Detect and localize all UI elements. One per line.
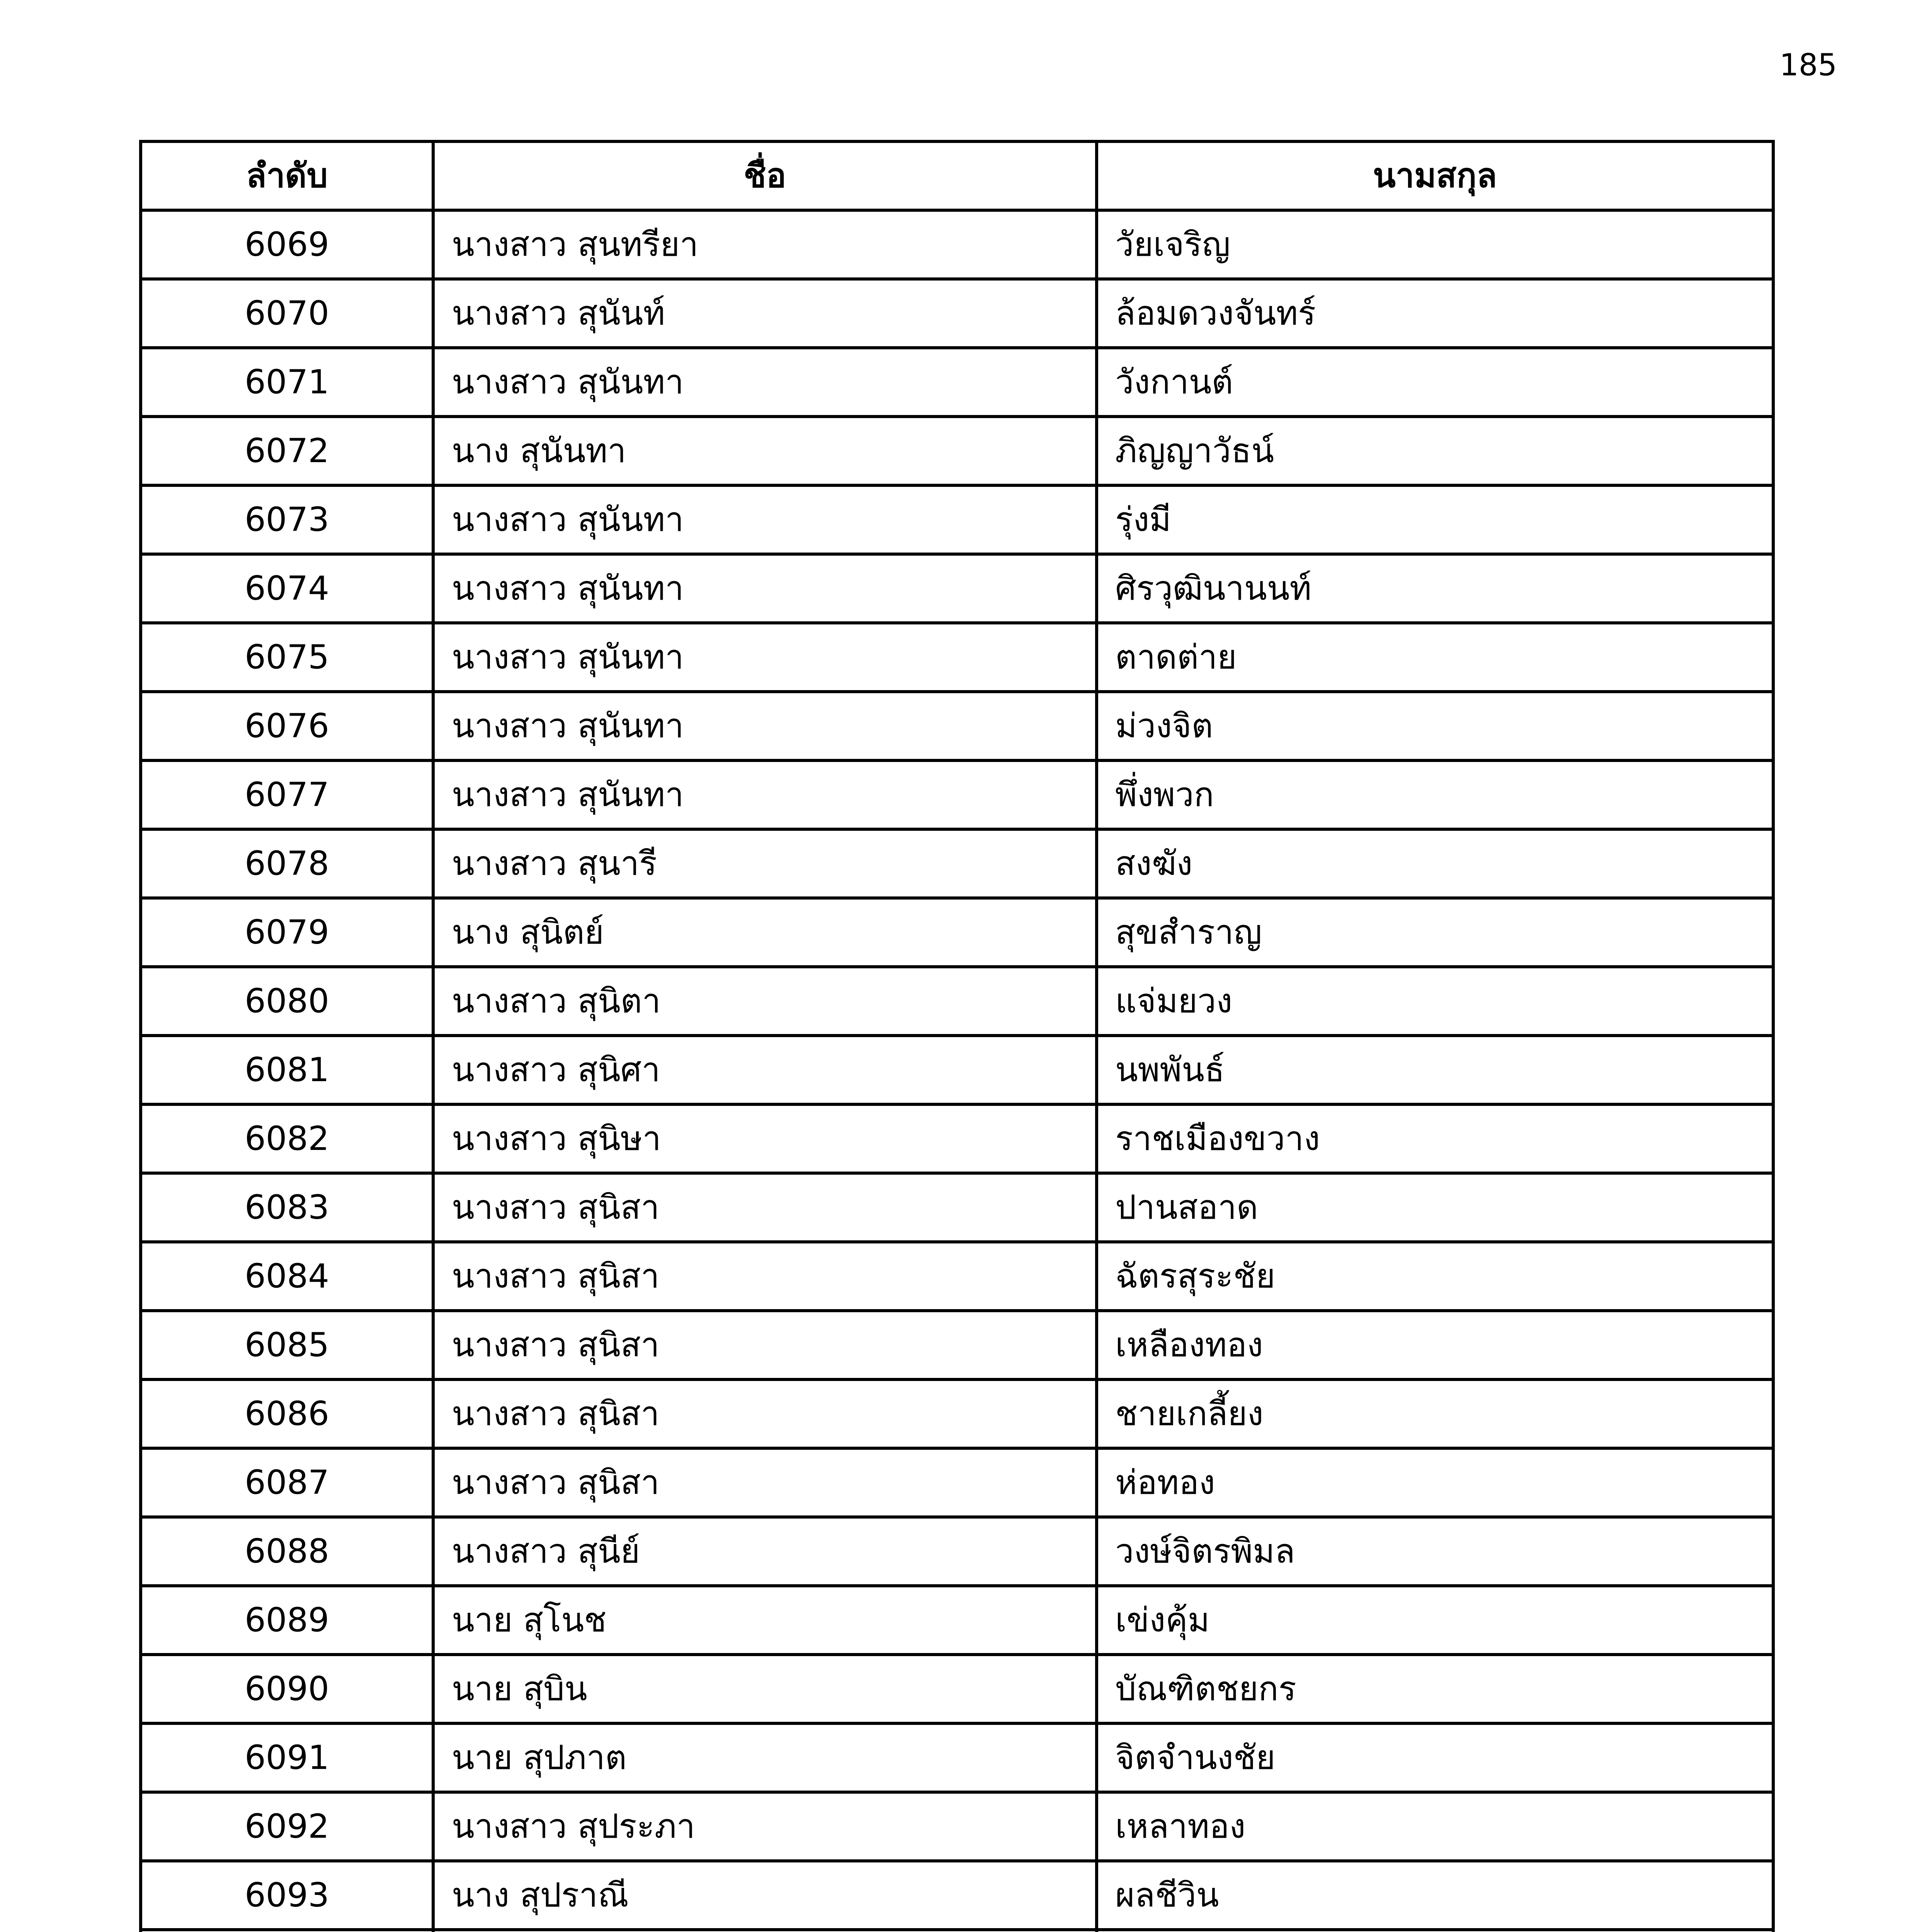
surname-cell: บัณฑิตชยกร	[1097, 1655, 1773, 1723]
sequence-cell: 6091	[141, 1723, 433, 1792]
sequence-cell: 6093	[141, 1861, 433, 1930]
table-row	[141, 1036, 1773, 1104]
page-number: 185	[1779, 48, 1837, 83]
first-name-cell: นาย สุปภาต	[433, 1723, 1097, 1792]
surname-cell: วังกานต์	[1097, 348, 1773, 417]
sequence-cell: 6075	[141, 623, 433, 692]
first-name-cell: นาง สุปราณี	[433, 1861, 1097, 1930]
first-name-cell: นางสาว สุนารี	[433, 829, 1097, 898]
sequence-cell: 6081	[141, 1036, 433, 1104]
surname-cell: ศิรวุฒินานนท์	[1097, 554, 1773, 623]
sequence-cell: 6088	[141, 1517, 433, 1586]
first-name-cell: นางสาว สุนันท์	[433, 279, 1097, 348]
roster-body	[141, 210, 1773, 1932]
sequence-cell	[141, 1930, 433, 1932]
table-row	[141, 898, 1773, 967]
surname-cell: ราชเมืองขวาง	[1097, 1104, 1773, 1173]
surname-cell: แจ่มยวง	[1097, 967, 1773, 1036]
sequence-cell: 6073	[141, 485, 433, 554]
table-row	[141, 417, 1773, 485]
surname-cell: เหลืองทอง	[1097, 1311, 1773, 1379]
table-row	[141, 1311, 1773, 1379]
first-name-cell: นางสาว สุนิสา	[433, 1448, 1097, 1517]
surname-cell: เข่งคุ้ม	[1097, 1586, 1773, 1655]
first-name-cell: นาย สุบิน	[433, 1655, 1097, 1723]
table-row	[141, 1517, 1773, 1586]
first-name-cell: นางสาว สุนิษา	[433, 1104, 1097, 1173]
surname-cell: ภิญญาวัธน์	[1097, 417, 1773, 485]
header-first-name: ชื่อ	[433, 141, 1097, 210]
first-name-cell: นางสาว สุนิสา	[433, 1311, 1097, 1379]
first-name-cell: นางสาว สุนันทา	[433, 760, 1097, 829]
surname-cell: ล้อมดวงจันทร์	[1097, 279, 1773, 348]
header-surname: นามสกุล	[1097, 141, 1773, 210]
surname-cell: ห่อทอง	[1097, 1448, 1773, 1517]
first-name-cell: นางสาว สุนันทา	[433, 692, 1097, 760]
first-name-cell: นางสาว สุนันทา	[433, 348, 1097, 417]
sequence-cell: 6090	[141, 1655, 433, 1723]
table-row	[141, 1723, 1773, 1792]
surname-cell: ฉัตรสุระชัย	[1097, 1242, 1773, 1311]
first-name-cell: นาย สุโนช	[433, 1586, 1097, 1655]
table-row	[141, 623, 1773, 692]
surname-cell: นพพันธ์	[1097, 1036, 1773, 1104]
table-row	[141, 1104, 1773, 1173]
table-row	[141, 485, 1773, 554]
first-name-cell: นางสาว สุนิตา	[433, 967, 1097, 1036]
table-row	[141, 1586, 1773, 1655]
table-row	[141, 1242, 1773, 1311]
first-name-cell: นางสาว สุนันทา	[433, 554, 1097, 623]
sequence-cell: 6074	[141, 554, 433, 623]
surname-cell: รุ่งมี	[1097, 485, 1773, 554]
sequence-cell: 6072	[141, 417, 433, 485]
first-name-cell: นางสาว สุนิสา	[433, 1242, 1097, 1311]
table-row	[141, 692, 1773, 760]
table-row	[141, 1655, 1773, 1723]
sequence-cell: 6077	[141, 760, 433, 829]
sequence-cell: 6082	[141, 1104, 433, 1173]
surname-cell: ม่วงจิต	[1097, 692, 1773, 760]
first-name-cell: นางสาว สุนิสา	[433, 1173, 1097, 1242]
surname-cell: พึ่งพวก	[1097, 760, 1773, 829]
table-row	[141, 829, 1773, 898]
surname-cell: ตาดต่าย	[1097, 623, 1773, 692]
sequence-cell: 6087	[141, 1448, 433, 1517]
sequence-cell: 6071	[141, 348, 433, 417]
first-name-cell: นางสาว สุนันทา	[433, 485, 1097, 554]
first-name-cell: นาง สุนิตย์	[433, 898, 1097, 967]
first-name-cell: นางสาว สุนิสา	[433, 1379, 1097, 1448]
sequence-cell: 6084	[141, 1242, 433, 1311]
surname-cell: สุขสำราญ	[1097, 898, 1773, 967]
first-name-cell: นางสาว สุนิศา	[433, 1036, 1097, 1104]
first-name-cell	[433, 1930, 1097, 1932]
sequence-cell: 6085	[141, 1311, 433, 1379]
roster-table	[139, 140, 1775, 1932]
table-row	[141, 210, 1773, 279]
first-name-cell: นาง สุนันทา	[433, 417, 1097, 485]
surname-cell: ผลชีวิน	[1097, 1861, 1773, 1930]
sequence-cell: 6086	[141, 1379, 433, 1448]
sequence-cell: 6092	[141, 1792, 433, 1861]
table-row	[141, 1448, 1773, 1517]
surname-cell: สงฆัง	[1097, 829, 1773, 898]
surname-cell: ปานสอาด	[1097, 1173, 1773, 1242]
table-row	[141, 760, 1773, 829]
sequence-cell: 6079	[141, 898, 433, 967]
table-row	[141, 348, 1773, 417]
table-row	[141, 279, 1773, 348]
table-header-row	[141, 141, 1773, 210]
table-row	[141, 1930, 1773, 1932]
table-row	[141, 967, 1773, 1036]
first-name-cell: นางสาว สุนทรียา	[433, 210, 1097, 279]
surname-cell: วัยเจริญ	[1097, 210, 1773, 279]
sequence-cell: 6080	[141, 967, 433, 1036]
surname-cell	[1097, 1930, 1773, 1932]
sequence-cell: 6089	[141, 1586, 433, 1655]
surname-cell: ชายเกลี้ยง	[1097, 1379, 1773, 1448]
sequence-cell: 6069	[141, 210, 433, 279]
sequence-cell: 6076	[141, 692, 433, 760]
sequence-cell: 6083	[141, 1173, 433, 1242]
table-row	[141, 1792, 1773, 1861]
surname-cell: จิตจำนงชัย	[1097, 1723, 1773, 1792]
surname-cell: เหลาทอง	[1097, 1792, 1773, 1861]
first-name-cell: นางสาว สุนีย์	[433, 1517, 1097, 1586]
sequence-cell: 6070	[141, 279, 433, 348]
table-row	[141, 1173, 1773, 1242]
sequence-cell: 6078	[141, 829, 433, 898]
header-sequence: ลำดับ	[141, 141, 433, 210]
table-row	[141, 1379, 1773, 1448]
table-row	[141, 1861, 1773, 1930]
surname-cell: วงษ์จิตรพิมล	[1097, 1517, 1773, 1586]
first-name-cell: นางสาว สุนันทา	[433, 623, 1097, 692]
first-name-cell: นางสาว สุประภา	[433, 1792, 1097, 1861]
table-row	[141, 554, 1773, 623]
